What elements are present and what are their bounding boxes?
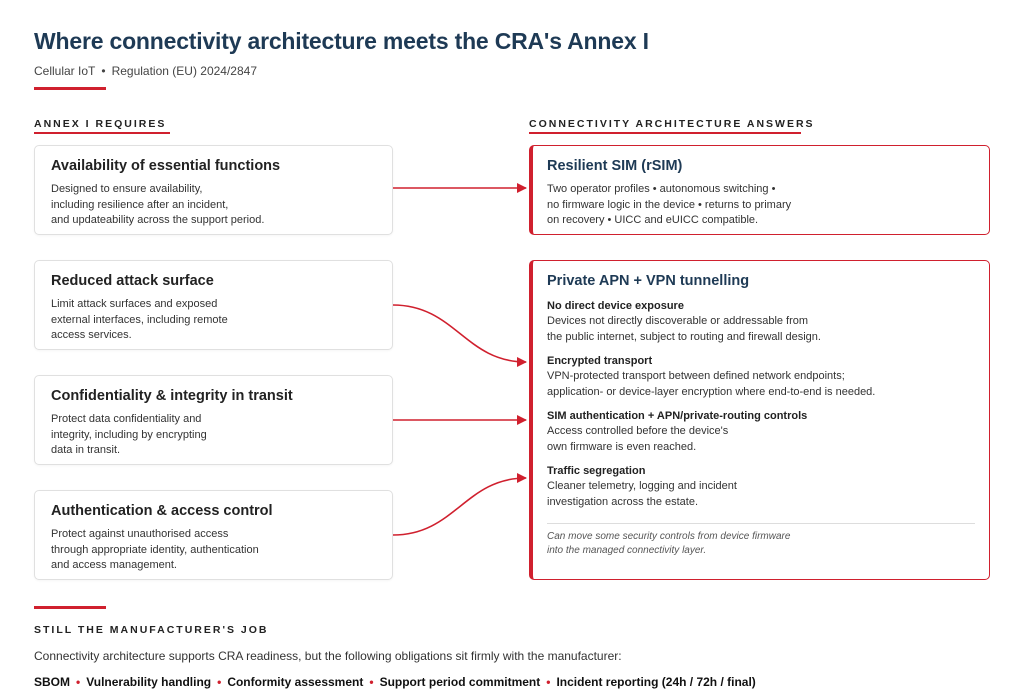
apn-section-body: Cleaner telemetry, logging and incident investigation across the estate. (547, 480, 737, 508)
obligation-item: Vulnerability handling (86, 675, 212, 689)
requirement-body: Protect data confidentiality and integrity, including by encrypting data in transit. (51, 413, 207, 456)
apn-note: Can move some security controls from device firmware into the managed connectivity layer. (547, 531, 791, 556)
requirement-title: Authentication & access control (51, 503, 273, 519)
obligation-item: Conformity assessment (227, 675, 364, 689)
subtitle-separator: • (101, 64, 106, 78)
requirement-title: Reduced attack surface (51, 273, 214, 289)
obligation-item: Incident reporting (24h / 72h / final) (556, 675, 756, 689)
footer-label: STILL THE MANUFACTURER'S JOB (34, 624, 269, 636)
apn-section-heading: Traffic segregation (547, 465, 646, 477)
requirement-body: Protect against unauthorised access through appropriate identity, authentication and access management. (51, 528, 259, 571)
arrow-attack-surface-to-apn (393, 305, 526, 362)
obligation-item: Support period commitment (379, 675, 541, 689)
answer-title: Private APN + VPN tunnelling (547, 273, 750, 289)
footer-text: Connectivity architecture supports CRA readiness, but the following obligations sit firmly with the manufacturer: (34, 649, 622, 663)
apn-section-body: Devices not directly discoverable or addressable from the public internet, subject to routing and firewall design. (547, 315, 821, 343)
apn-section-body: VPN-protected transport between defined network endpoints; application- or device-layer encryption where end-to-end is needed. (547, 370, 876, 398)
requirement-title: Availability of essential functions (51, 158, 281, 174)
left-column-label: ANNEX I REQUIRES (34, 118, 167, 130)
obligations-list (34, 675, 756, 689)
requirement-body: Limit attack surfaces and exposed external interfaces, including remote access services. (51, 298, 228, 341)
apn-section-heading: No direct device exposure (547, 300, 684, 312)
obligation-separator: • (546, 675, 551, 689)
obligation-separator: • (369, 675, 374, 689)
apn-section-heading: Encrypted transport (547, 355, 653, 367)
arrow-authentication-to-apn (393, 478, 526, 535)
subtitle-regulation: Regulation (EU) 2024/2847 (111, 64, 257, 78)
subtitle-topic: Cellular IoT (34, 64, 96, 78)
apn-section-body: Access controlled before the device's own firmware is even reached. (547, 425, 729, 453)
footer-accent-bar (34, 606, 106, 609)
right-column-label: CONNECTIVITY ARCHITECTURE ANSWERS (529, 118, 815, 130)
obligation-separator: • (217, 675, 222, 689)
obligation-item: SBOM (34, 675, 70, 689)
answer-title: Resilient SIM (rSIM) (547, 158, 683, 174)
obligation-separator: • (76, 675, 81, 689)
requirement-title: Confidentiality & integrity in transit (51, 388, 293, 404)
page-title: Where connectivity architecture meets the CRA's Annex I (34, 28, 649, 54)
apn-section-heading: SIM authentication + APN/private-routing controls (547, 410, 808, 422)
requirement-body: Designed to ensure availability, including resilience after an incident, and updateability across the support period. (51, 183, 265, 226)
answer-body: Two operator profiles • autonomous switching • no firmware logic in the device • returns to primary on recovery • UICC and eUICC compatible. (547, 183, 792, 226)
